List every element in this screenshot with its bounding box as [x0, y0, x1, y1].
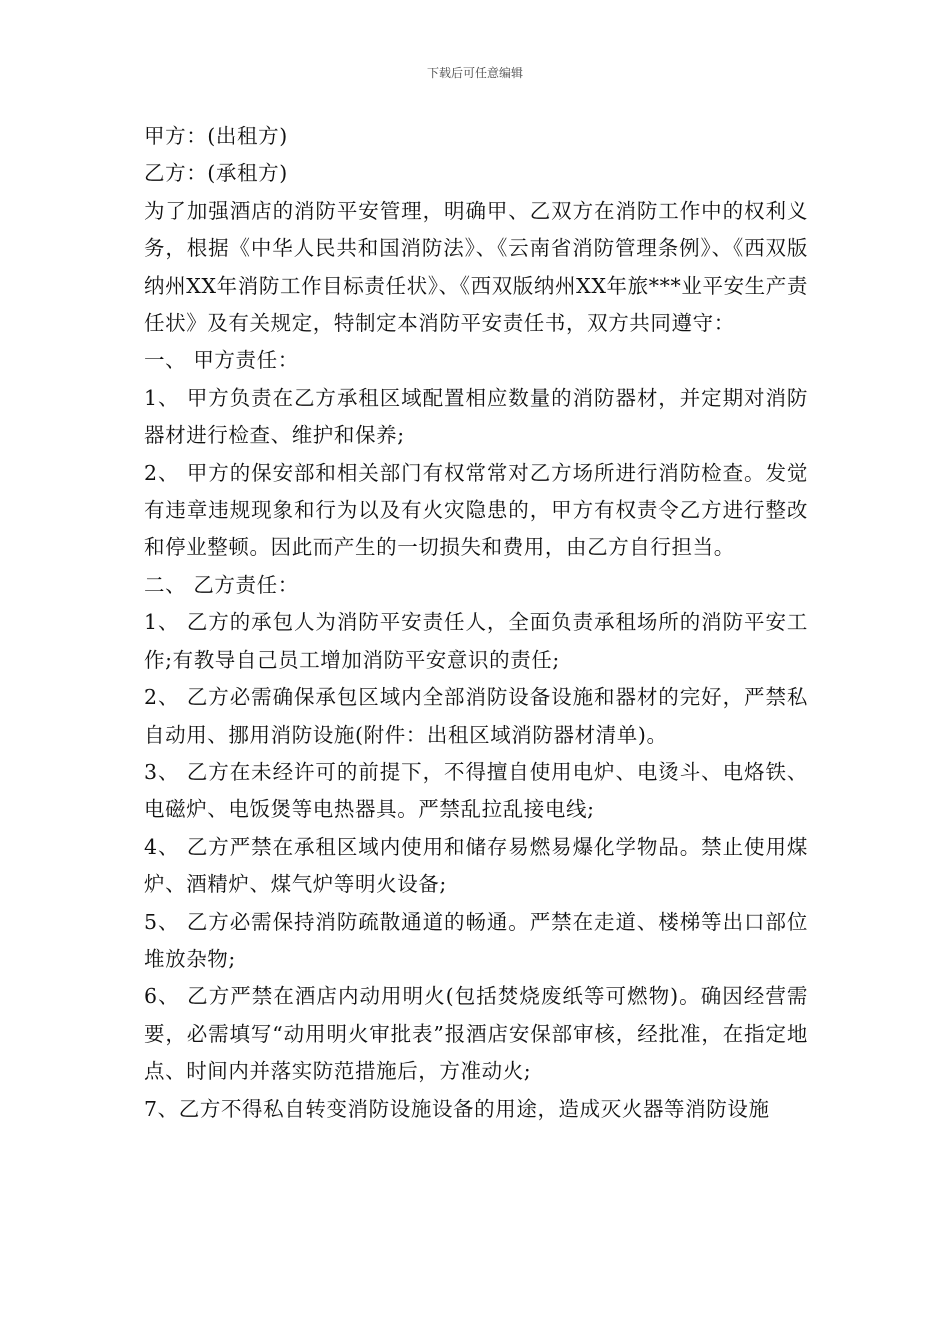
party-b-clause-6: 6、 乙方严禁在酒店内动用明火(包括焚烧废纸等可燃物)。确因经营需要，必需填写“动用明火审批表”报酒店安保部审核，经批准，在指定地点、时间内并落实防范措施后，方准动火; — [144, 984, 808, 1084]
section-heading-party-a: 一、 甲方责任： — [144, 348, 299, 373]
party-a-line: 甲方：(出租方) — [144, 124, 288, 148]
party-a-clause-2: 2、 甲方的保安部和相关部门有权常常对乙方场所进行消防检查。发觉有违章违规现象和行为以及有火灾隐患的，甲方有权责令乙方进行整改和停业整顿。因此而产生的一切损失和费用，由乙方自行担当。 — [144, 460, 808, 560]
party-b-clause-7: 7、乙方不得私自转变消防设施设备的用途，造成灭火器等消防设施 — [144, 1096, 770, 1121]
preamble-paragraph: 为了加强酒店的消防平安管理，明确甲、乙双方在消防工作中的权利义务，根据《中华人民共和国消防法》、《云南省消防管理条例》、《西双版纳州XX年消防工作目标责任状》、《西双版纳州XX年旅***业平安生产责任状》及有关规定，特制定本消防平安责任书，双方共同遵守： — [144, 198, 808, 336]
section-heading-party-b: 二、 乙方责任： — [144, 572, 299, 597]
party-a-clause-1: 1、 甲方负责在乙方承租区域配置相应数量的消防器材，并定期对消防器材进行检查、维护和保养; — [144, 385, 808, 448]
party-b-clause-1: 1、 乙方的承包人为消防平安责任人，全面负责承租场所的消防平安工作;有教导自己员工增加消防平安意识的责任; — [144, 610, 808, 672]
party-b-clause-4: 4、 乙方严禁在承租区域内使用和储存易燃易爆化学物品。禁止使用煤炉、酒精炉、煤气炉等明火设备; — [144, 834, 808, 897]
party-b-clause-2: 2、 乙方必需确保承包区域内全部消防设备设施和器材的完好，严禁私自动用、挪用消防设施(附件：出租区域消防器材清单)。 — [144, 685, 808, 747]
party-b-line: 乙方：(承租方) — [144, 161, 288, 186]
document-body — [144, 118, 808, 1128]
party-b-clause-3: 3、 乙方在未经许可的前提下，不得擅自使用电炉、电烫斗、电烙铁、电磁炉、电饭煲等电热器具。严禁乱拉乱接电线; — [144, 759, 808, 822]
party-b-clause-5: 5、 乙方必需保持消防疏散通道的畅通。严禁在走道、楼梯等出口部位堆放杂物; — [144, 909, 808, 971]
page-header: 下载后可任意编辑 — [426, 66, 523, 80]
